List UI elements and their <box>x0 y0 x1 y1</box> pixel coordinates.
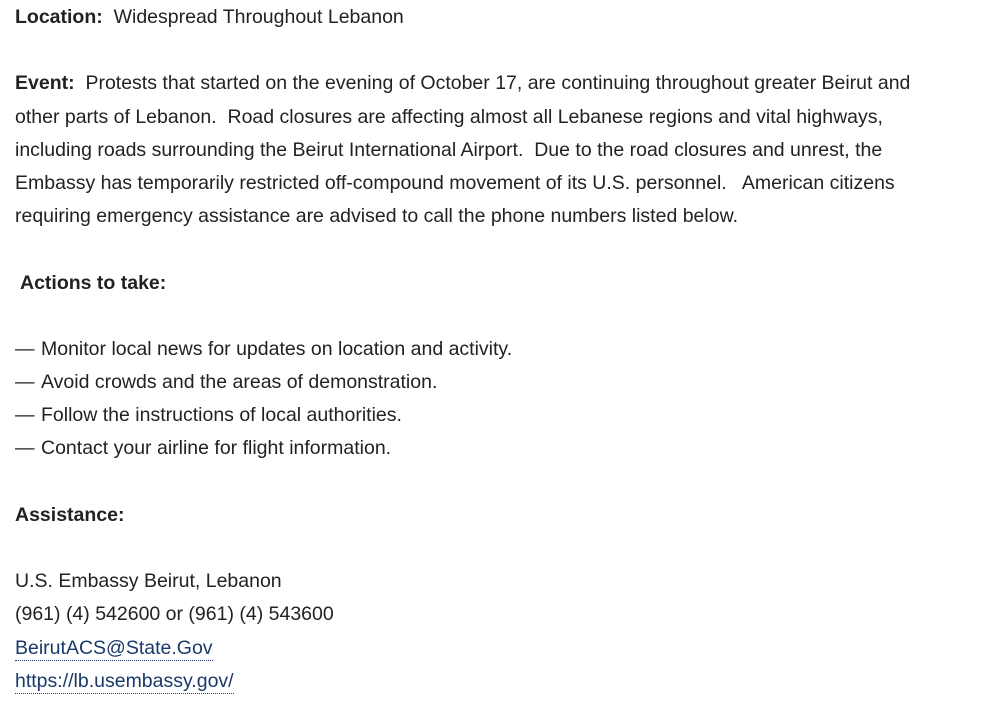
embassy-office: U.S. Embassy Beirut, Lebanon <box>15 570 282 593</box>
action-item-text: Follow the instructions of local authorities. <box>41 404 402 427</box>
embassy-phones: (961) (4) 542600 or (961) (4) 543600 <box>15 603 334 626</box>
event-line-2 <box>15 101 1000 134</box>
dash-bullet-icon: — <box>15 371 35 394</box>
spacer <box>15 233 1000 266</box>
event-line-1 <box>15 67 1000 100</box>
action-item-text: Contact your airline for flight information. <box>41 437 392 460</box>
action-item-text: Avoid crowds and the areas of demonstration. <box>41 371 438 394</box>
event-label: Event: <box>15 72 75 95</box>
event-text-4: Embassy has temporarily restricted off-compound movement of its U.S. personnel. American citizens <box>15 171 895 194</box>
action-item <box>15 399 1000 432</box>
alert-document <box>0 1 1000 698</box>
assistance-heading <box>15 499 1000 532</box>
location-label: Location: <box>15 6 103 28</box>
email-link[interactable]: BeirutACS@State.Gov <box>15 636 213 659</box>
dash-bullet-icon: — <box>15 337 35 360</box>
spacer <box>15 532 1000 565</box>
spacer <box>15 34 1000 67</box>
website-line <box>15 665 1000 698</box>
event-line-4 <box>15 167 1000 200</box>
actions-heading-text: Actions to take: <box>20 271 167 294</box>
event-text-1: Protests that started on the evening of October 17, are continuing throughout greater Beirut and <box>85 72 911 95</box>
location-line <box>15 1 1000 34</box>
action-item <box>15 366 1000 399</box>
event-text-5: requiring emergency assistance are advised to call the phone numbers listed below. <box>15 205 738 228</box>
event-line-5 <box>15 200 1000 233</box>
action-item-text: Monitor local news for updates on location and activity. <box>41 337 513 360</box>
location-value: Widespread Throughout Lebanon <box>113 6 404 28</box>
website-link[interactable]: https://lb.usembassy.gov/ <box>15 669 234 692</box>
event-text-3: including roads surrounding the Beirut International Airport. Due to the road closures and unrest, the <box>15 138 883 161</box>
event-line-3 <box>15 134 1000 167</box>
dash-bullet-icon: — <box>15 437 35 460</box>
dash-bullet-icon: — <box>15 404 35 427</box>
spacer <box>15 466 1000 499</box>
assistance-heading-text: Assistance: <box>15 503 125 526</box>
spacer <box>15 300 1000 333</box>
email-line <box>15 632 1000 665</box>
actions-heading <box>15 267 1000 300</box>
action-item <box>15 333 1000 366</box>
event-text-2: other parts of Lebanon. Road closures are affecting almost all Lebanese regions and vital highways, <box>15 105 883 128</box>
action-item <box>15 432 1000 465</box>
